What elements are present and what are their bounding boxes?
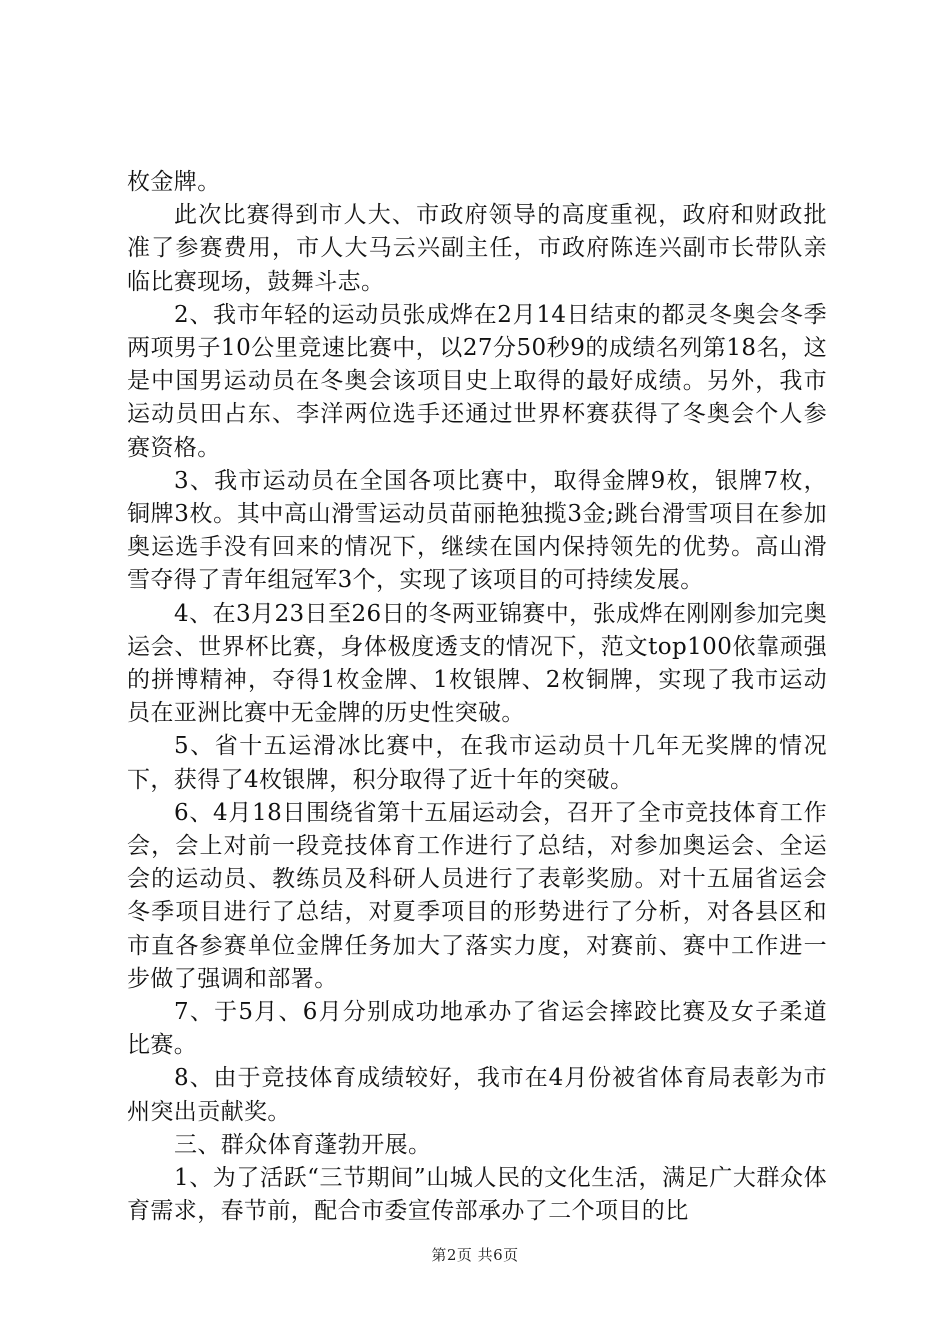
paragraph-item-4: 4、在3月23日至26日的冬两亚锦赛中，张成烨在刚刚参加完奥运会、世界杯比赛，身体极度透支的情况下，范文top100依靠顽强的拼博精神，夺得1枚金牌、1枚银牌、2枚铜牌，实现了我市运动员在亚洲比赛中无金牌的历史性突破。 <box>127 600 827 727</box>
paragraph-item-3: 3、我市运动员在全国各项比赛中，取得金牌9枚，银牌7枚，铜牌3枚。其中高山滑雪运动员苗丽艳独揽3金;跳台滑雪项目在参加奥运选手没有回来的情况下，继续在国内保持领先的优势。高山滑雪夺得了青年组冠军3个，实现了该项目的可持续发展。 <box>127 467 827 594</box>
paragraph-item-6: 6、4月18日围绕省第十五届运动会，召开了全市竞技体育工作会，会上对前一段竞技体育工作进行了总结，对参加奥运会、全运会的运动员、教练员及科研人员进行了表彰奖励。对十五届省运会冬季项目进行了总结，对夏季项目的形势进行了分析，对各县区和市直各参赛单位金牌任务加大了落实力度，对赛前、赛中工作进一步做了强调和部署。 <box>127 799 827 992</box>
paragraph-mass-sports-item-1: 1、为了活跃“三节期间”山城人民的文化生活，满足广大群众体育需求，春节前，配合市委宣传部承办了二个项目的比 <box>127 1165 827 1225</box>
paragraph-item-2: 2、我市年轻的运动员张成烨在2月14日结束的都灵冬奥会冬季两项男子10公里竞速比赛中，以27分50秒9的成绩名列第18名，这是中国男运动员在冬奥会该项目史上取得的最好成绩。另外，我市运动员田占东、李洋两位选手还通过世界杯赛获得了冬奥会个人参赛资格。 <box>127 301 827 461</box>
document-body <box>127 166 827 1229</box>
paragraph-item-8: 8、由于竞技体育成绩较好，我市在4月份被省体育局表彰为市州突出贡献奖。 <box>127 1065 827 1125</box>
paragraph-item-5: 5、省十五运滑冰比赛中，在我市运动员十几年无奖牌的情况下，获得了4枚银牌，积分取得了近十年的突破。 <box>127 733 827 793</box>
section-heading-mass-sports: 三、群众体育蓬勃开展。 <box>174 1131 432 1158</box>
paragraph-continuation: 枚金牌。 <box>127 169 221 195</box>
paragraph-item-7: 7、于5月、6月分别成功地承办了省运会摔跤比赛及女子柔道比赛。 <box>127 999 827 1059</box>
paragraph-leadership-support: 此次比赛得到市人大、市政府领导的高度重视，政府和财政批准了参赛费用，市人大马云兴副主任，市政府陈连兴副市长带队亲临比赛现场，鼓舞斗志。 <box>127 202 827 295</box>
page-number-footer: 第2页 共6页 <box>431 1246 519 1264</box>
